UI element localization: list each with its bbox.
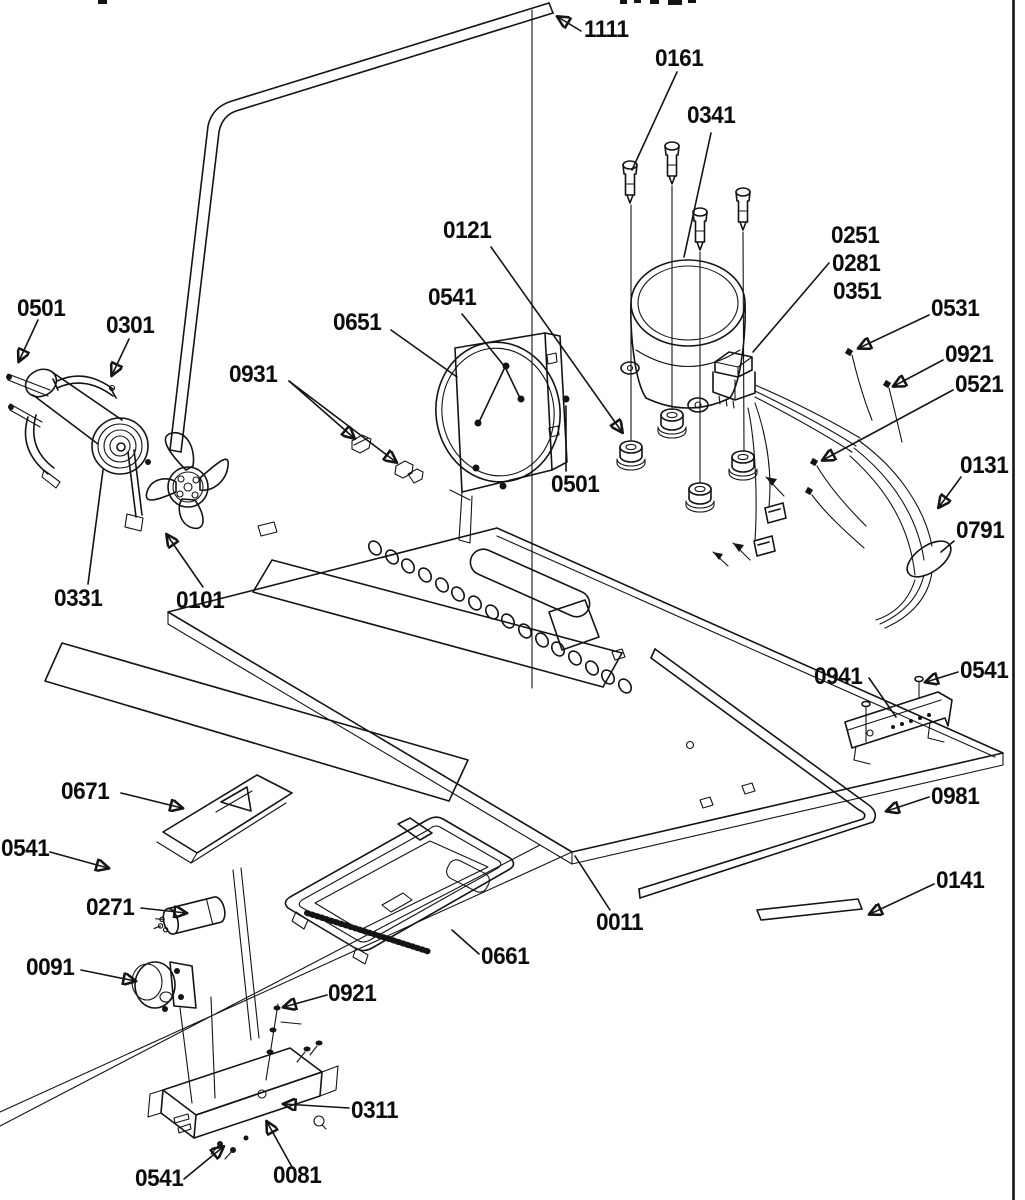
bottom-screws — [211, 1004, 301, 1159]
part-label-0281: 0281 — [832, 250, 881, 277]
part-label-1111: 1111 — [584, 16, 629, 43]
compressor-grommets — [617, 409, 757, 512]
capacitor — [150, 895, 227, 938]
part-label-0351: 0351 — [833, 278, 882, 305]
wiring-harness — [713, 348, 957, 628]
fan-motor — [6, 364, 151, 531]
cropped-label-fragment — [98, 0, 696, 5]
pump-bracket — [148, 1041, 338, 1139]
pump — [132, 962, 215, 1103]
flat-strip — [757, 899, 862, 920]
tube-clips — [352, 435, 423, 483]
part-label-0661: 0661 — [481, 943, 530, 970]
part-label-0331: 0331 — [54, 585, 103, 612]
part-label-0251: 0251 — [831, 222, 880, 249]
part-label-0671: 0671 — [61, 778, 110, 805]
part-label-0921-a: 0921 — [945, 341, 994, 368]
part-label-0141: 0141 — [936, 867, 985, 894]
part-label-0101: 0101 — [176, 587, 225, 614]
part-label-0311: 0311 — [351, 1097, 399, 1124]
part-label-0301: 0301 — [106, 312, 155, 339]
part-label-0541-d: 0541 — [135, 1165, 184, 1192]
part-label-0161: 0161 — [655, 45, 704, 72]
part-label-0081: 0081 — [273, 1162, 322, 1189]
part-label-0011: 0011 — [596, 909, 644, 936]
part-label-0271: 0271 — [86, 894, 135, 921]
part-label-0131: 0131 — [960, 452, 1009, 479]
condenser-coil — [45, 539, 634, 801]
fan-blade — [146, 433, 228, 529]
part-label-0521: 0521 — [955, 371, 1004, 398]
leader-lines — [19, 17, 961, 1179]
compressor — [621, 260, 745, 412]
part-label-0541-b: 0541 — [960, 657, 1009, 684]
part-label-0501-a: 0501 — [17, 295, 66, 322]
part-label-0341: 0341 — [687, 102, 736, 129]
part-label-0921-b: 0921 — [328, 980, 377, 1007]
part-label-0541-c: 0541 — [1, 835, 50, 862]
part-label-0501-b: 0501 — [551, 471, 600, 498]
part-label-0121: 0121 — [443, 217, 492, 244]
part-label-0651: 0651 — [333, 309, 382, 336]
part-label-0941: 0941 — [814, 663, 863, 690]
cover-plate — [157, 775, 292, 863]
part-label-0541-a: 0541 — [428, 284, 477, 311]
part-label-0981: 0981 — [931, 783, 980, 810]
part-label-0791: 0791 — [956, 517, 1005, 544]
condenser-tube — [170, 3, 553, 688]
part-label-0531: 0531 — [931, 295, 980, 322]
drain-pan — [285, 817, 513, 964]
fan-shroud — [258, 333, 570, 543]
part-label-0091: 0091 — [26, 954, 75, 981]
part-label-0931: 0931 — [229, 361, 278, 388]
base-plate — [168, 528, 1003, 864]
